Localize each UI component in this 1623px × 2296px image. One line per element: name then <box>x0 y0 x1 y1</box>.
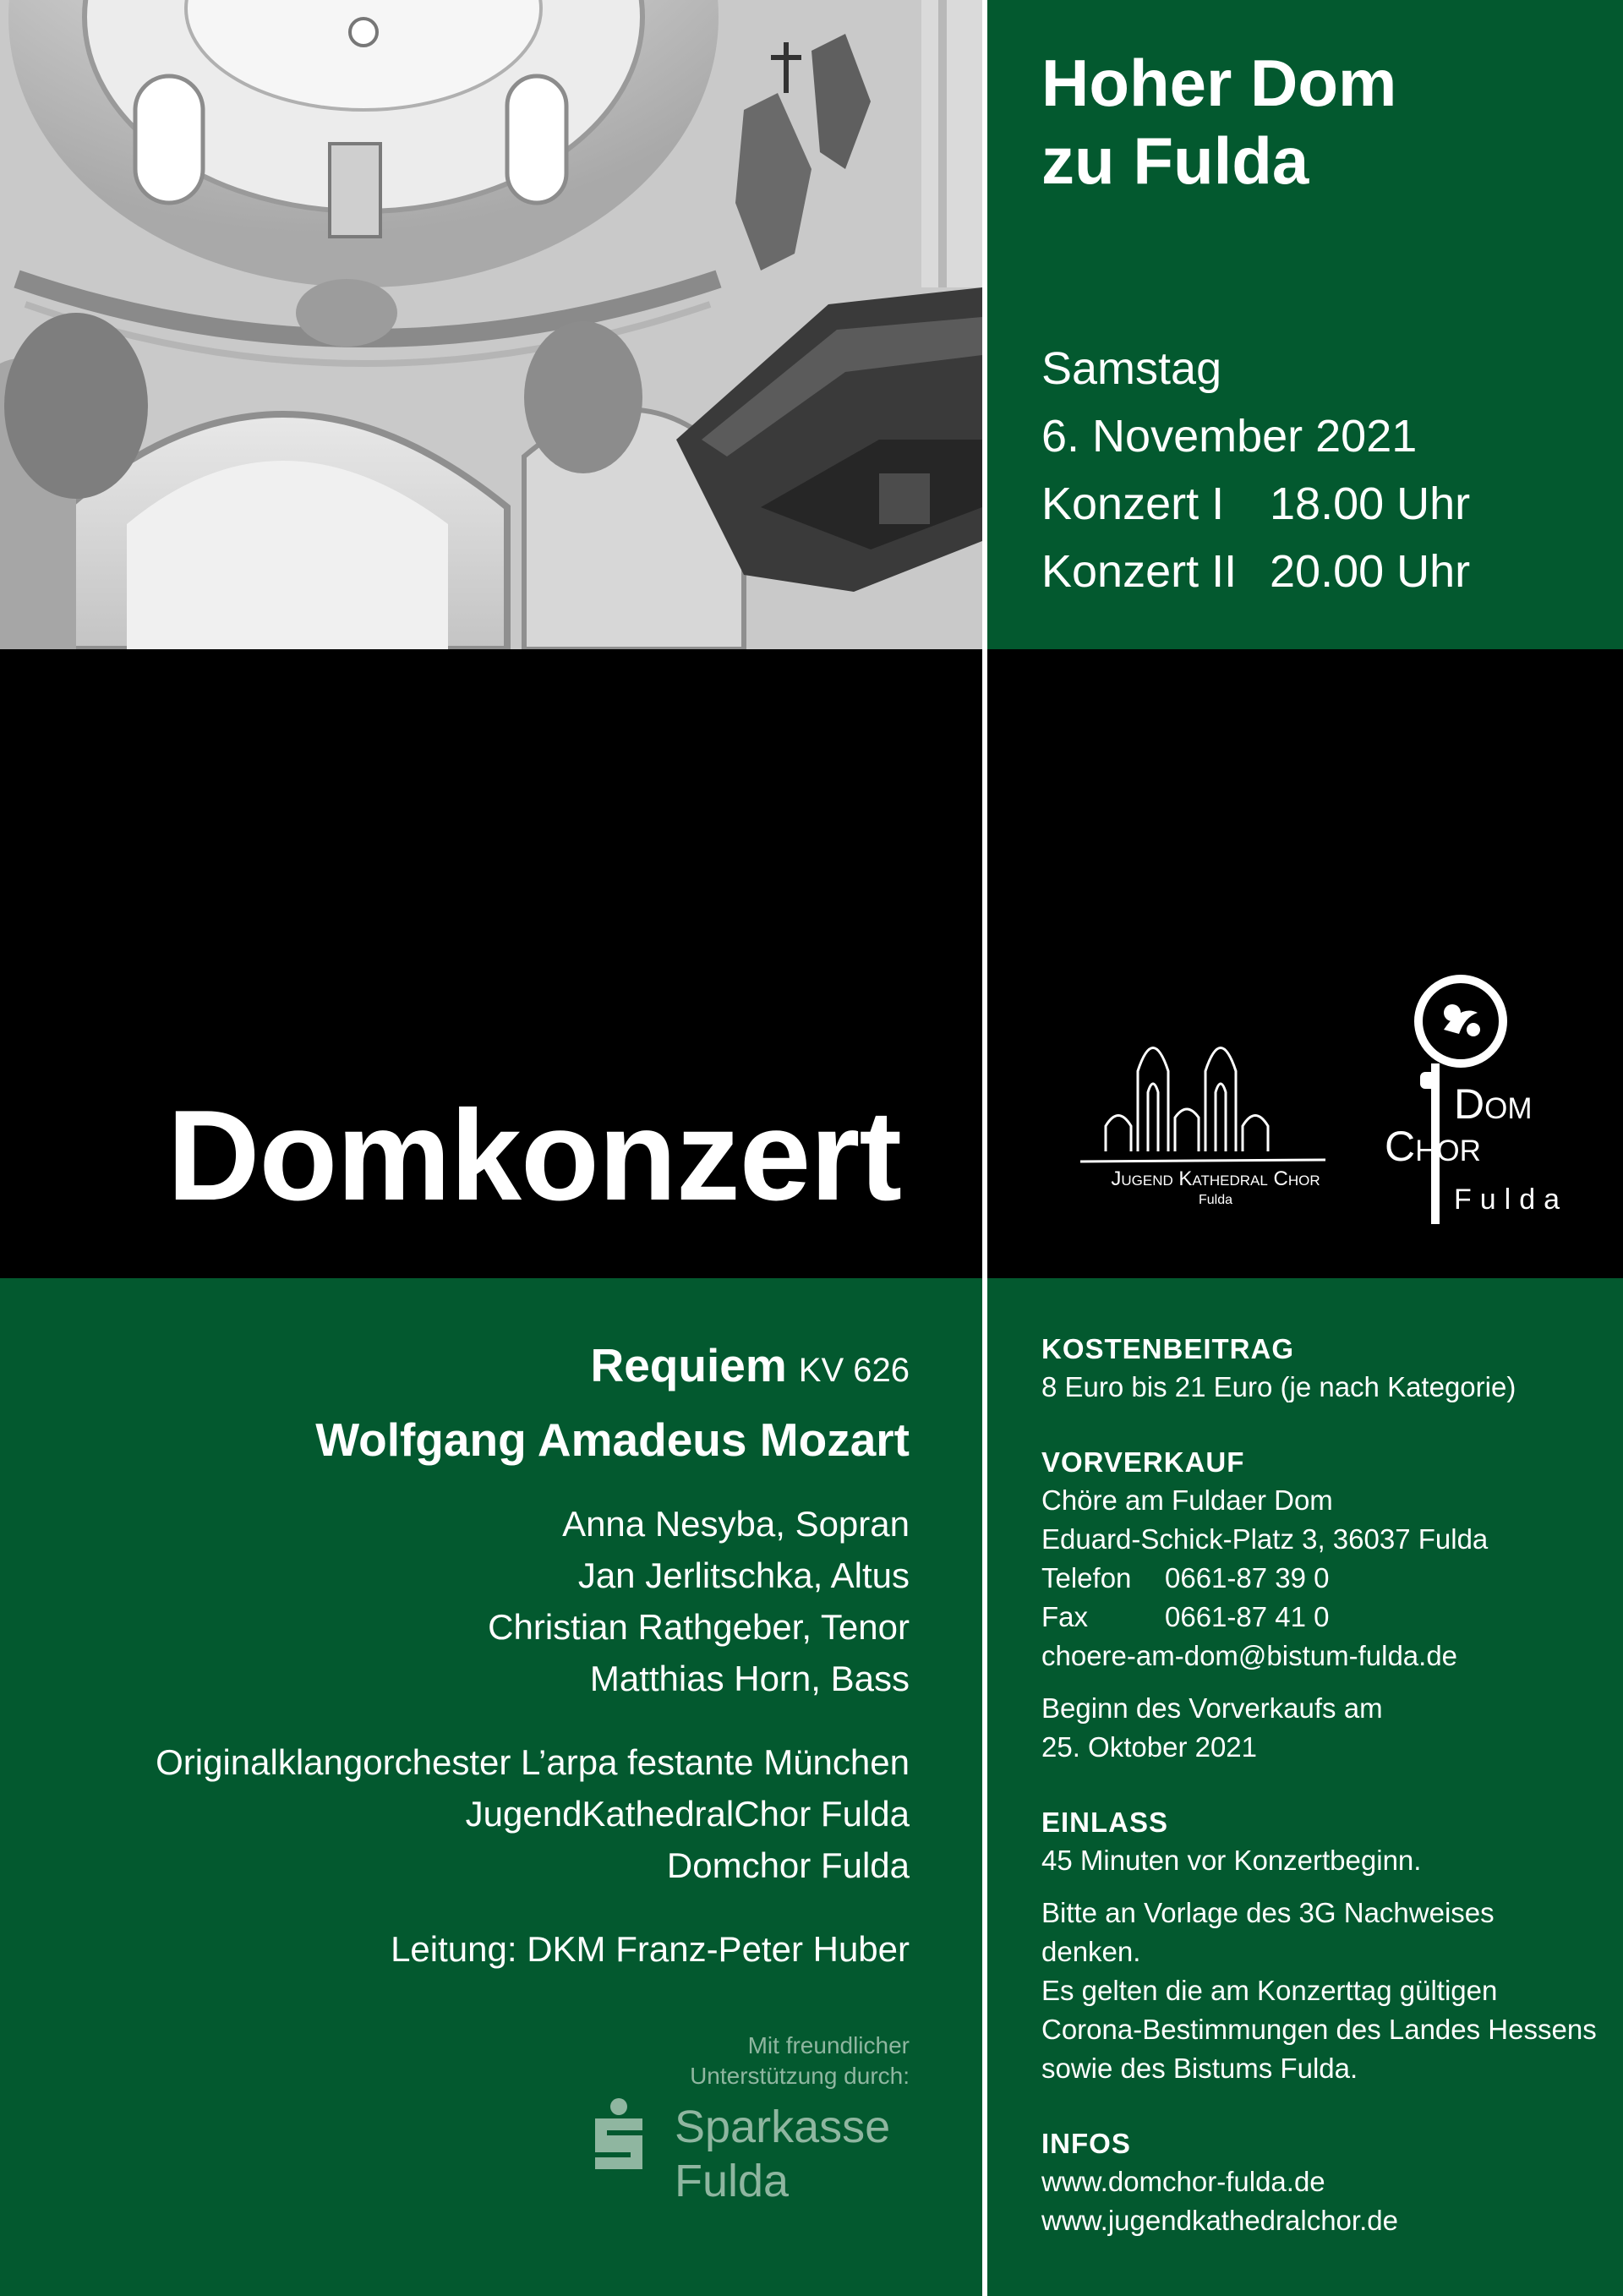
ensemble: JugendKathedralChor Fulda <box>465 1794 910 1834</box>
cathedral-dome-photo <box>0 0 982 649</box>
admission-heading: EINLASS <box>1041 1807 1169 1838</box>
work-title-line <box>22 1331 910 1405</box>
sparkasse-wordmark <box>675 2100 890 2208</box>
sparkasse-logo <box>588 2091 910 2227</box>
choir-logos-panel <box>987 649 1623 1278</box>
dome-illustration <box>0 0 982 649</box>
admission-note-line: Es gelten die am Konzerttag gültigen <box>1041 1975 1498 2006</box>
conductor: Leitung: DKM Franz-Peter Huber <box>391 1929 910 1969</box>
ensemble: Originalklangorchester L’arpa festante München <box>156 1742 910 1782</box>
presale-start-line-1: Beginn des Vorverkaufs am <box>1041 1692 1383 1724</box>
program-details <box>22 1331 910 1975</box>
sponsor-note-line-2: Unterstützung durch: <box>690 2063 910 2089</box>
domchor-city: Fulda <box>1454 1184 1569 1216</box>
concert-label: Konzert I <box>1041 478 1225 529</box>
soloist: Anna Nesyba, Sopran <box>562 1504 910 1544</box>
admission-note-line: Bitte an Vorlage des 3G Nachweises denken. <box>1041 1897 1495 1967</box>
program-panel <box>0 1278 982 2296</box>
composer: Wolfgang Amadeus Mozart <box>315 1413 910 1466</box>
header-info-panel <box>987 0 1623 649</box>
jkc-logo-text: Jugend Kathedral Chor <box>1111 1167 1320 1190</box>
domchor-fulda-logo <box>1385 970 1587 1224</box>
sparkasse-name: Sparkasse <box>675 2102 891 2152</box>
work-title: Requiem <box>590 1339 787 1391</box>
venue-line-2: zu Fulda <box>1041 123 1309 198</box>
fax-number: 0661-87 41 0 <box>1165 1601 1330 1632</box>
ensembles-list <box>22 1736 910 1891</box>
website-link: www.jugendkathedralchor.de <box>1041 2205 1398 2236</box>
sponsor-note <box>690 2031 910 2091</box>
concert-row <box>1041 538 1470 605</box>
cost-heading: KOSTENBEITRAG <box>1041 1333 1295 1364</box>
soloist: Christian Rathgeber, Tenor <box>488 1607 910 1647</box>
ticket-info <box>1041 1331 1599 2240</box>
concert-schedule <box>1041 335 1470 605</box>
venue-line-1: Hoher Dom <box>1041 46 1397 120</box>
sparkasse-city: Fulda <box>675 2156 790 2206</box>
admission-note-line: Corona-Bestimmungen des Landes Hessens <box>1041 2014 1597 2045</box>
sparkasse-s-icon <box>588 2098 649 2176</box>
venue-title <box>1041 44 1396 200</box>
fax-row <box>1041 1598 1599 1637</box>
jkc-logo-city: Fulda <box>1198 1193 1233 1207</box>
concert-time: 18.00 Uhr <box>1270 478 1471 529</box>
admission-text: 45 Minuten vor Konzertbeginn. <box>1041 1845 1422 1876</box>
soloists-list <box>22 1498 910 1704</box>
soloist: Matthias Horn, Bass <box>589 1659 910 1698</box>
ensemble: Domchor Fulda <box>666 1845 910 1885</box>
presale-org: Chöre am Fuldaer Dom <box>1041 1484 1333 1516</box>
cost-text: 8 Euro bis 21 Euro (je nach Kategorie) <box>1041 1371 1516 1402</box>
title-band <box>0 649 982 1278</box>
fax-label: Fax <box>1041 1601 1089 1632</box>
concert-time: 20.00 Uhr <box>1270 546 1471 597</box>
phone-label: Telefon <box>1041 1562 1132 1594</box>
jugend-kathedral-chor-logo <box>1072 1025 1359 1211</box>
phone-row <box>1041 1559 1599 1598</box>
admission-note-line: sowie des Bistums Fulda. <box>1041 2053 1358 2084</box>
concert-row <box>1041 470 1470 538</box>
domchor-word-dom: Dom <box>1454 1080 1533 1128</box>
concert-day: Samstag <box>1041 343 1222 394</box>
work-catalog: KV 626 <box>798 1352 910 1389</box>
website-link: www.domchor-fulda.de <box>1041 2166 1325 2197</box>
soloist: Jan Jerlitschka, Altus <box>577 1555 910 1595</box>
event-title: Domkonzert <box>167 1084 901 1227</box>
domchor-word-chor: Chor <box>1385 1123 1481 1170</box>
presale-heading: VORVERKAUF <box>1041 1446 1245 1478</box>
infos-heading: INFOS <box>1041 2128 1131 2159</box>
presale-address: Eduard-Schick-Platz 3, 36037 Fulda <box>1041 1523 1489 1555</box>
concert-date: 6. November 2021 <box>1041 411 1418 462</box>
sponsor-note-line-1: Mit freundlicher <box>747 2032 910 2058</box>
presale-email: choere-am-dom@bistum-fulda.de <box>1041 1640 1458 1671</box>
phone-number: 0661-87 39 0 <box>1165 1562 1330 1594</box>
presale-start-line-2: 25. Oktober 2021 <box>1041 1731 1258 1763</box>
ticket-info-panel <box>987 1278 1623 2296</box>
concert-label: Konzert II <box>1041 546 1238 597</box>
